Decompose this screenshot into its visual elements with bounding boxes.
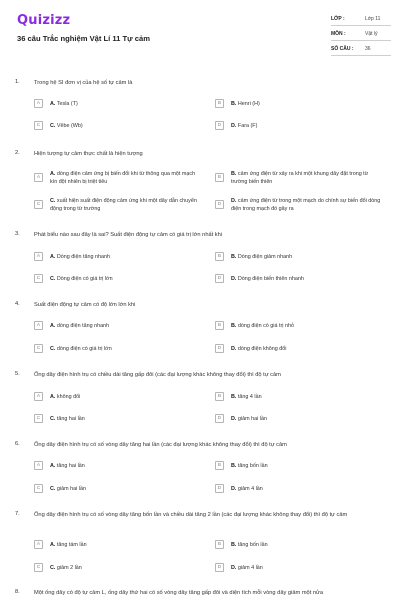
question-number: 8. (15, 589, 20, 595)
option-text: tăng hai lần (56, 462, 85, 469)
meta-row-class (331, 13, 391, 26)
option-letter: B. (231, 322, 237, 329)
option-letter: A. (50, 393, 56, 400)
option-text: dòng điện tăng nhanh (56, 322, 110, 329)
option-letter: B. (231, 462, 237, 469)
option-badge: B (215, 173, 224, 182)
option-letter: B. (231, 100, 237, 107)
option-badge: C (34, 484, 43, 493)
option-text: Dòng điện biến thiên nhanh (237, 275, 304, 282)
question-text: Hiện tượng tự cảm thực chất là hiện tượng (34, 151, 143, 157)
option-text: dòng điện có giá trị lớn (56, 345, 112, 352)
option-badge: C (34, 344, 43, 353)
option-badge: C (34, 121, 43, 130)
option-badge: B (215, 461, 224, 470)
option-text: cảm ứng điện từ trong một mạch do chính sự biến đổi dòng điện trong mạch đó gây ra (231, 198, 381, 212)
meta-value: Vật lý (365, 31, 378, 37)
option-badge: A (34, 540, 43, 549)
option-letter: B. (231, 171, 237, 177)
option-text: giảm 4 lần (237, 564, 263, 571)
option-letter: A. (50, 541, 56, 548)
question-text: Ống dây điện hình trụ có số vòng dây tăng bốn lần và chiều dài tăng 2 lần (các đại lượng khác không thay đổi) thì độ tự cảm (34, 512, 348, 518)
option-text: không đổi (56, 393, 81, 400)
option-badge: B (215, 252, 224, 261)
option-letter: A. (50, 100, 56, 107)
question-number: 7. (15, 511, 20, 517)
option-text: giảm hai lần (56, 485, 86, 492)
page-header (0, 0, 400, 66)
meta-label: LỚP : (331, 16, 345, 22)
question-number: 3. (15, 231, 20, 237)
option-badge: C (34, 414, 43, 423)
option-badge: C (34, 563, 43, 572)
option-letter: A. (50, 322, 56, 329)
option-badge: C (34, 200, 43, 209)
option-letter: D. (231, 485, 237, 492)
option-letter: C. (50, 275, 56, 282)
option-letter: C. (50, 122, 56, 129)
option-badge: D (215, 274, 224, 283)
question-text: Ống dây điện hình trụ có chiều dài tăng gấp đôi (các đại lượng khác không thay đổi) thì độ tự cảm (34, 372, 281, 378)
question-text: Suất điện động tự cảm có độ lớn lớn khi (34, 302, 136, 308)
option-text: tăng tám lần (56, 541, 87, 548)
meta-row-count (331, 43, 391, 56)
option-badge: B (215, 321, 224, 330)
option-letter: B. (231, 393, 237, 400)
option-badge: A (34, 252, 43, 261)
option-badge: D (215, 563, 224, 572)
question-number: 1. (15, 79, 20, 85)
option-badge: A (34, 392, 43, 401)
meta-label: SỐ CÂU : (331, 46, 354, 52)
option-letter: C. (50, 564, 56, 571)
question-text: Ống dây điện hình trụ có số vòng dây tăng hai lần (các đại lượng khác không thay đổi) thì độ tự cảm (34, 442, 287, 448)
option-badge: D (215, 484, 224, 493)
option-text: tăng bốn lần (237, 541, 268, 548)
option-text: Fara (F) (237, 122, 258, 129)
option-text: tăng hai lần (56, 415, 85, 422)
option-text: xuất hiện suất điện động cảm ứng khi một dây dẫn chuyển động trong từ trường (50, 198, 197, 212)
option-text: Vêbe (Wb) (56, 122, 83, 129)
option-letter: A. (50, 171, 56, 177)
question-text: Một ống dây có độ tự cảm L, ống dây thứ hai có số vòng dây tăng gấp đôi và diện tích mỗi vòng dây giảm một nửa (34, 590, 324, 596)
option-badge: B (215, 99, 224, 108)
option-text: dòng điện cảm ứng bị biến đổi khi từ thông qua một mạch kín đột nhiên bị triệt tiêu (50, 171, 196, 185)
option-badge: D (215, 200, 224, 209)
page-title: 36 câu Trắc nghiệm Vật Lí 11 Tự cảm (17, 34, 150, 43)
option-badge: D (215, 344, 224, 353)
option-letter: D. (231, 345, 237, 352)
option-text: giảm 4 lần (237, 485, 263, 492)
option-badge: A (34, 99, 43, 108)
option-letter: C. (50, 415, 56, 422)
option-badge: D (215, 121, 224, 130)
question-text: Phát biểu nào sau đây là sai? Suất điện động tự cảm có giá trị lớn nhất khi (34, 232, 223, 238)
option-letter: A. (50, 462, 56, 469)
meta-value: Lớp 11 (365, 16, 381, 22)
option-letter: D. (231, 122, 237, 129)
option-text: giảm 2 lần (56, 564, 82, 571)
option-text: dòng điện không đổi (237, 345, 287, 352)
question-text: Trong hệ SI đơn vị của hệ số tự cảm là (34, 80, 133, 86)
option-letter: C. (50, 198, 56, 204)
option-letter: D. (231, 275, 237, 282)
option-badge: A (34, 321, 43, 330)
option-badge: A (34, 461, 43, 470)
option-badge: B (215, 392, 224, 401)
option-badge: A (34, 173, 43, 182)
meta-value: 36 (365, 46, 371, 52)
option-letter: B. (231, 541, 237, 548)
option-text: tăng bốn lần (237, 462, 268, 469)
option-text: Dòng điện giảm nhanh (237, 253, 293, 260)
option-badge: C (34, 274, 43, 283)
option-text: tăng 4 lần (237, 393, 262, 400)
option-letter: A. (50, 253, 56, 260)
option-badge: D (215, 414, 224, 423)
question-number: 4. (15, 301, 20, 307)
quizizz-logo: Quizizz (17, 13, 71, 28)
option-text: Tesla (T) (56, 100, 78, 107)
meta-row-subject (331, 28, 391, 41)
option-letter: D. (231, 415, 237, 422)
question-number: 6. (15, 441, 20, 447)
option-text: cảm ứng điện từ xảy ra khi một khung dây đặt trong từ trường biến thiên (231, 171, 369, 185)
option-badge: B (215, 540, 224, 549)
option-text: Henri (H) (237, 100, 260, 107)
option-text: dòng điện có giá trị nhỏ (237, 322, 294, 329)
option-letter: C. (50, 485, 56, 492)
option-text: Dòng điện tăng nhanh (56, 253, 110, 260)
option-letter: C. (50, 345, 56, 352)
meta-label: MÔN : (331, 31, 346, 37)
option-letter: D. (231, 564, 237, 571)
option-letter: D. (231, 198, 237, 204)
option-letter: B. (231, 253, 237, 260)
option-text: giảm hai lần (237, 415, 267, 422)
question-number: 2. (15, 150, 20, 156)
question-number: 5. (15, 371, 20, 377)
option-text: Dòng điện có giá trị lớn (56, 275, 113, 282)
